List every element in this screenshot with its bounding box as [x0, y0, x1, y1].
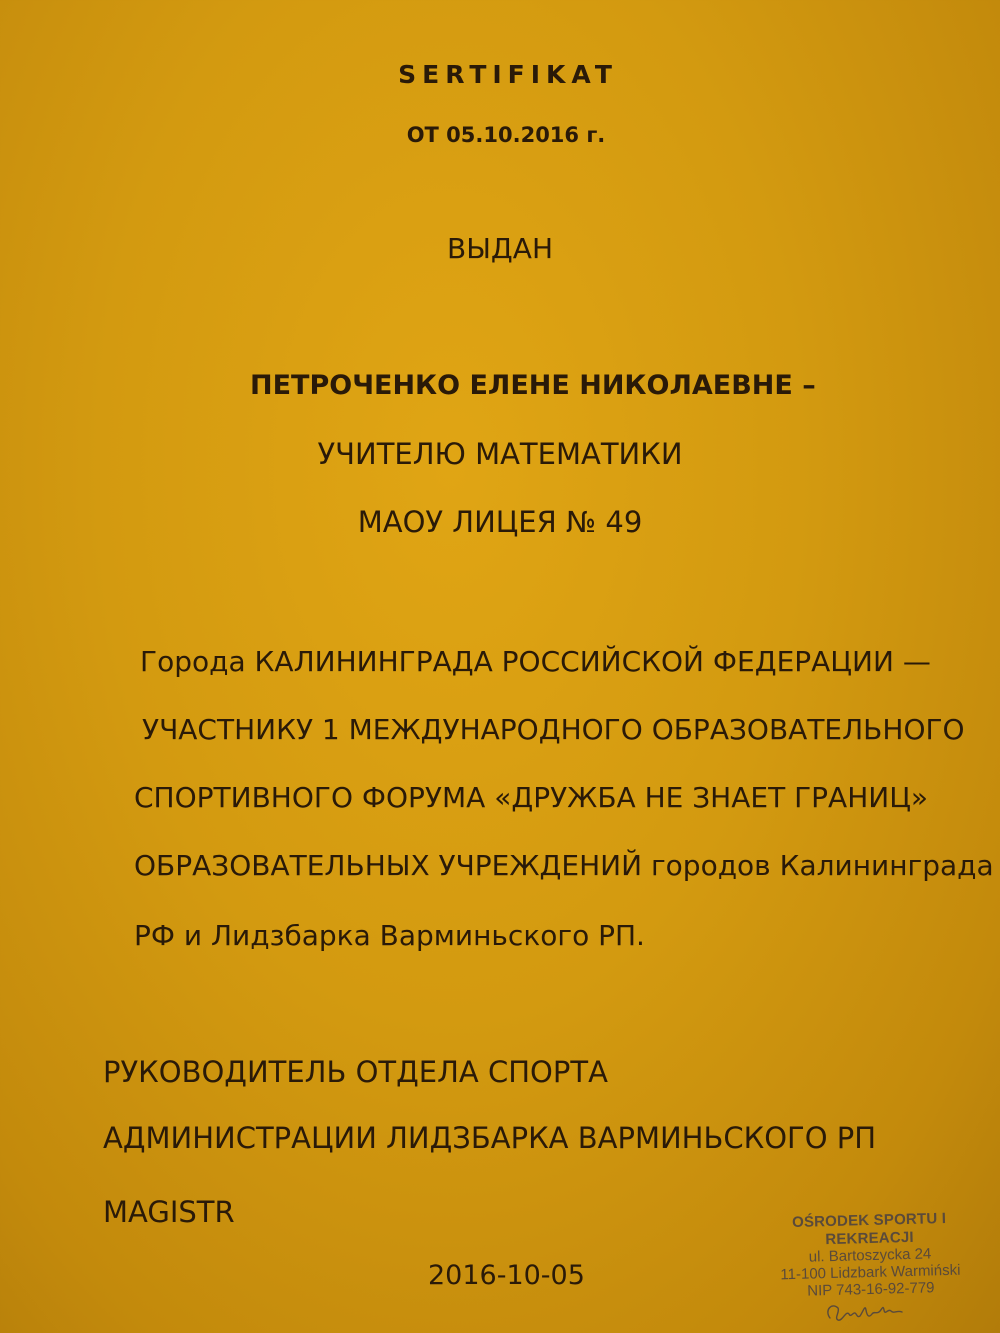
certificate-date: ОТ 05.10.2016 г.	[406, 123, 606, 147]
signature-date: 2016-10-05	[428, 1260, 585, 1291]
handwritten-signature	[822, 1296, 912, 1328]
signatory-line: РУКОВОДИТЕЛЬ ОТДЕЛА СПОРТА	[103, 1055, 608, 1089]
stamp-organization-name: OŚRODEK SPORTU I REKREACJI	[791, 1209, 947, 1249]
stamp-nip: NIP 743-16-92-779	[807, 1278, 935, 1300]
signatory-line: АДМИНИСТРАЦИИ ЛИДЗБАРКА ВАРМИНЬСКОГО РП	[103, 1121, 877, 1155]
body-line: Города КАЛИНИНГРАДА РОССИЙСКОЙ ФЕДЕРАЦИИ —	[140, 645, 931, 678]
signatory-line: MAGISTR	[103, 1195, 235, 1229]
organization-stamp	[759, 1209, 981, 1301]
recipient-position: УЧИТЕЛЮ МАТЕМАТИКИ	[317, 437, 683, 471]
body-line: УЧАСТНИКУ 1 МЕЖДУНАРОДНОГО ОБРАЗОВАТЕЛЬНОГО	[142, 713, 965, 746]
issued-label: ВЫДАН	[447, 232, 553, 265]
body-line: ОБРАЗОВАТЕЛЬНЫХ УЧРЕЖДЕНИЙ городов Калининграда	[134, 849, 994, 882]
body-line: СПОРТИВНОГО ФОРУМА «ДРУЖБА НЕ ЗНАЕТ ГРАНИЦ»	[134, 781, 929, 814]
body-line: РФ и Лидзбарка Варминьского РП.	[134, 919, 645, 952]
recipient-school: МАОУ ЛИЦЕЯ № 49	[357, 505, 643, 539]
stamp-city: 11-100 Lidzbark Warmiński	[780, 1261, 961, 1284]
recipient-name: ПЕТРОЧЕНКО ЕЛЕНЕ НИКОЛАЕВНЕ –	[250, 370, 816, 401]
certificate-title: SERTIFIKAT	[398, 60, 618, 89]
stamp-street: ul. Bartoszycka 24	[808, 1245, 932, 1266]
